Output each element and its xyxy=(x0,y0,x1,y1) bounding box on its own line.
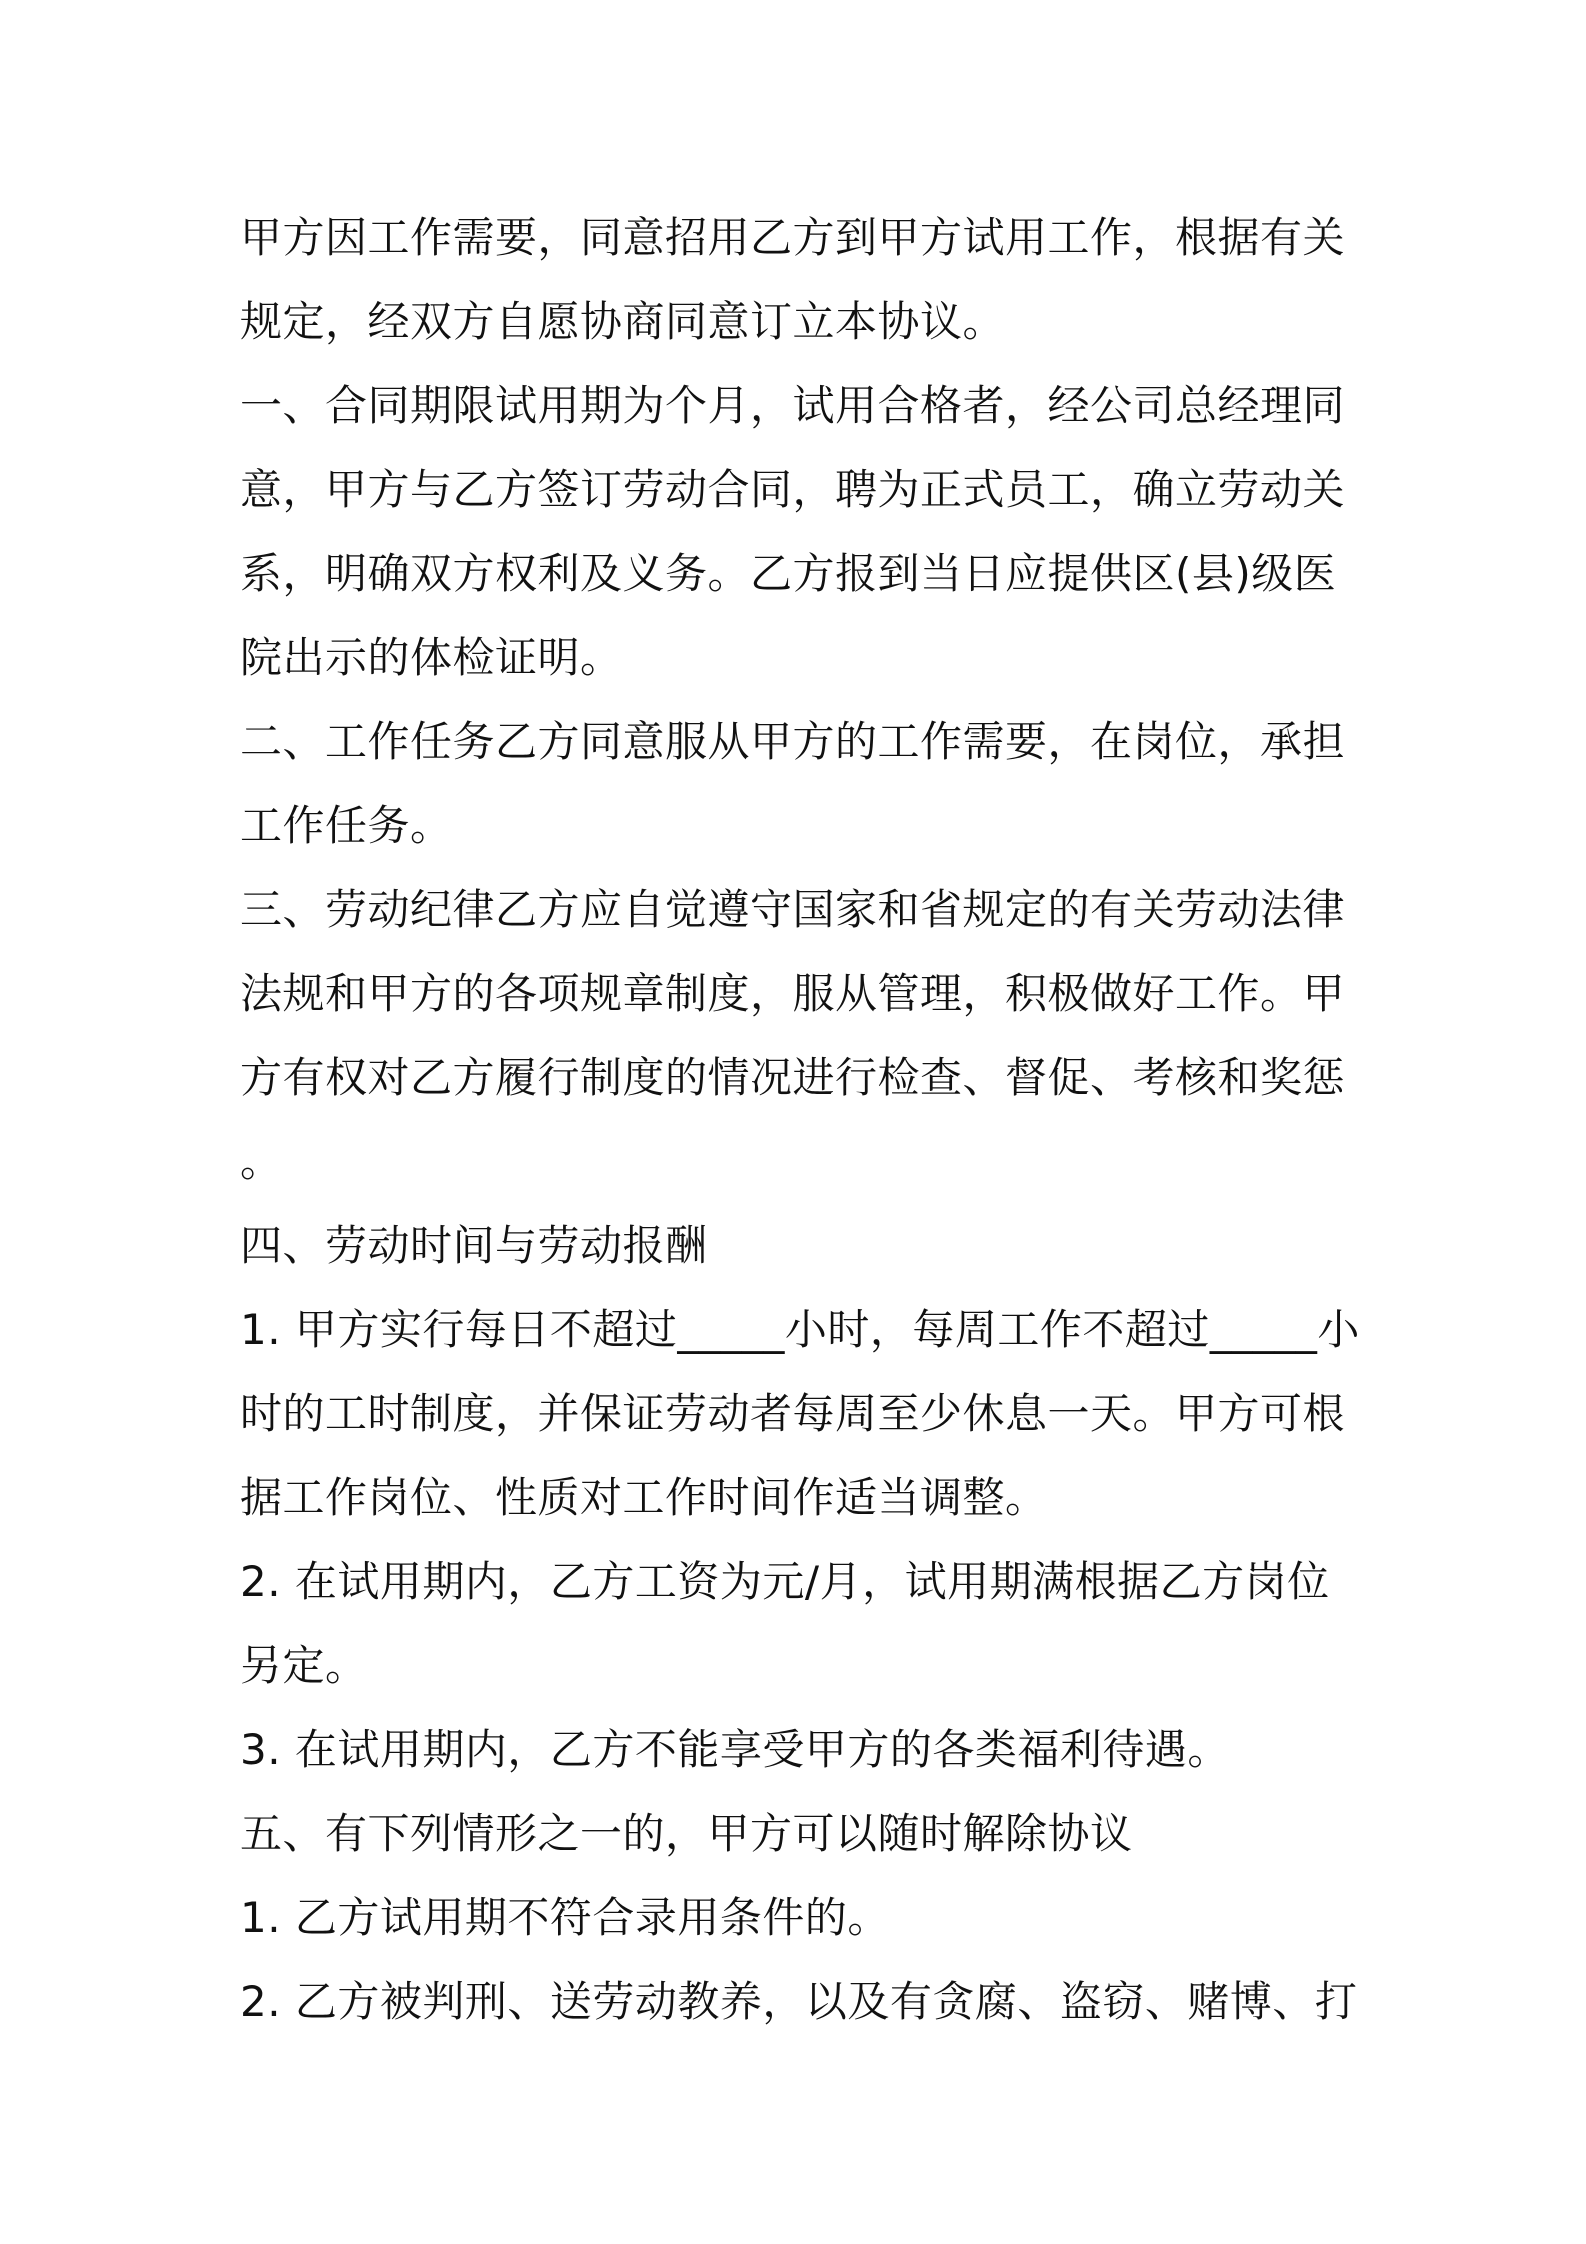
text-line: 另定。 xyxy=(240,1641,368,1690)
text-line: 1. 甲方实行每日不超过_____小时，每周工作不超过_____小 xyxy=(240,1305,1360,1354)
text-line: 院出示的体检证明。 xyxy=(240,633,623,682)
text-line: 法规和甲方的各项规章制度，服从管理，积极做好工作。甲 xyxy=(240,969,1346,1018)
clause-two-line: 二、工作任务乙方同意服从甲方的工作需要，在岗位，承担 xyxy=(240,717,1346,766)
text-line: 1. 乙方试用期不符合录用条件的。 xyxy=(240,1893,890,1942)
text-line: 甲方因工作需要，同意招用乙方到甲方试用工作，根据有关 xyxy=(240,213,1346,262)
clause-one-line: 一、合同期限试用期为个月，试用合格者，经公司总经理同 xyxy=(240,381,1346,430)
text-line: 规定，经双方自愿协商同意订立本协议。 xyxy=(240,297,1006,346)
text-line: 工作任务。 xyxy=(240,801,453,850)
text-line: 3. 在试用期内，乙方不能享受甲方的各类福利待遇。 xyxy=(240,1725,1230,1774)
clause-five-heading: 五、有下列情形之一的，甲方可以随时解除协议 xyxy=(240,1809,1133,1858)
document-body xyxy=(240,196,1360,2044)
text-line: 2. 乙方被判刑、送劳动教养，以及有贪腐、盗窃、赌博、打 xyxy=(240,1977,1358,2026)
text-line: 系，明确双方权利及义务。乙方报到当日应提供区(县)级医 xyxy=(240,549,1337,598)
clause-three-line: 三、劳动纪律乙方应自觉遵守国家和省规定的有关劳动法律 xyxy=(240,885,1346,934)
clause-four-heading: 四、劳动时间与劳动报酬 xyxy=(240,1221,708,1270)
text-line: 。 xyxy=(240,1137,283,1186)
text-line: 时的工时制度，并保证劳动者每周至少休息一天。甲方可根 xyxy=(240,1389,1346,1438)
text-line: 2. 在试用期内，乙方工资为元/月，试用期满根据乙方岗位 xyxy=(240,1557,1330,1606)
text-line: 方有权对乙方履行制度的情况进行检查、督促、考核和奖惩 xyxy=(240,1053,1346,1102)
text-line: 意，甲方与乙方签订劳动合同，聘为正式员工，确立劳动关 xyxy=(240,465,1346,514)
text-line: 据工作岗位、性质对工作时间作适当调整。 xyxy=(240,1473,1048,1522)
